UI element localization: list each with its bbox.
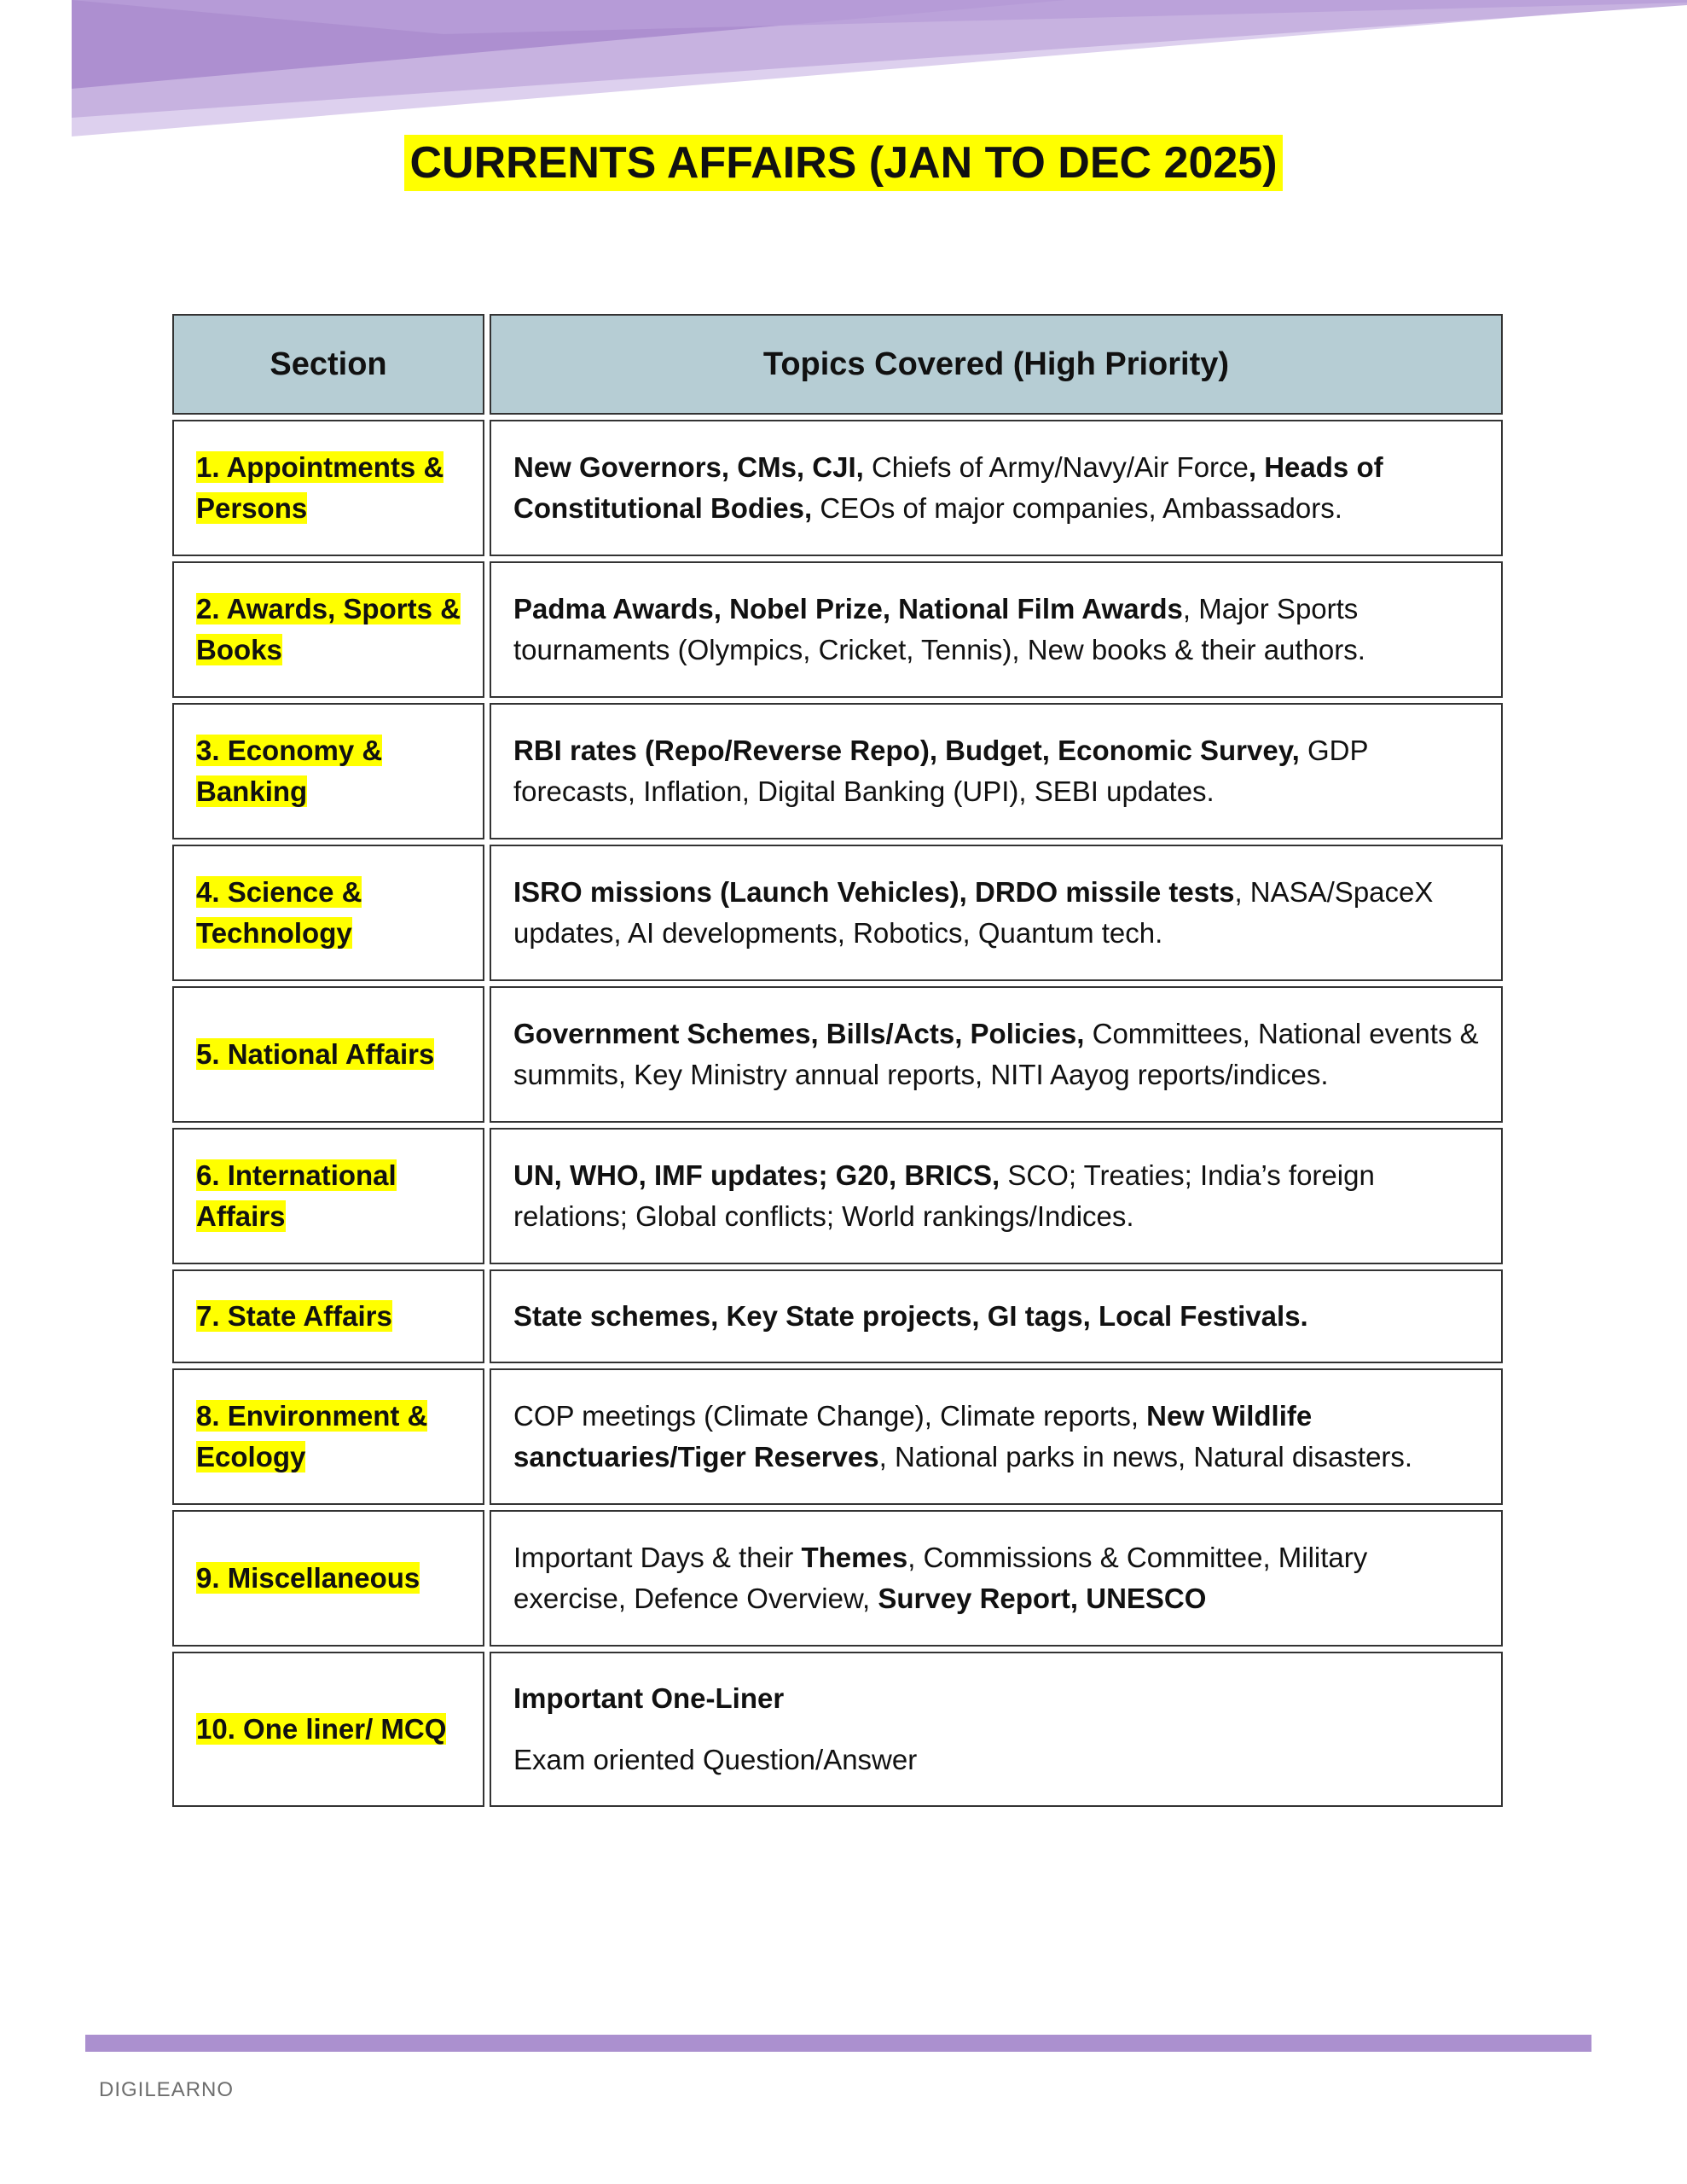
topic-segment: New Wildlife sanctuaries/Tiger Reserves — [513, 1400, 1313, 1472]
topic-segment: , Major Sports tournaments (Olympics, Cricket, Tennis), New books & their authors. — [513, 593, 1365, 665]
title-wrapper — [0, 135, 1687, 191]
topic-segment: ISRO missions (Launch Vehicles), DRDO missile tests — [513, 876, 1235, 908]
topics-cell — [490, 1652, 1503, 1807]
header-banner — [0, 0, 1687, 145]
section-label: 2. Awards, Sports & Books — [196, 593, 461, 665]
topics-cell — [490, 420, 1503, 556]
section-cell — [172, 1652, 484, 1807]
table-header-row — [172, 314, 1503, 415]
section-label: 7. State Affairs — [196, 1300, 392, 1332]
section-cell — [172, 845, 484, 981]
topics-cell — [490, 845, 1503, 981]
table-row — [172, 420, 1503, 556]
topics-cell — [490, 1368, 1503, 1505]
topic-segment: COP meetings (Climate Change), Climate reports, — [513, 1400, 1147, 1432]
topic-segment: New Governors, CMs, CJI, — [513, 451, 864, 483]
topic-segment: Themes — [801, 1542, 908, 1573]
topics-cell — [490, 986, 1503, 1123]
footer-brand: DIGILEARNO — [99, 2078, 235, 2101]
section-label: 6. International Affairs — [196, 1159, 397, 1232]
table-row — [172, 561, 1503, 698]
section-label: 3. Economy & Banking — [196, 735, 383, 807]
section-cell — [172, 1510, 484, 1647]
header-section: Section — [172, 314, 484, 415]
topic-segment: State schemes, Key State projects, GI tags, Local Festivals. — [513, 1300, 1308, 1332]
header-topics: Topics Covered (High Priority) — [490, 314, 1503, 415]
topics-cell — [490, 703, 1503, 839]
section-label: 10. One liner/ MCQ — [196, 1713, 447, 1745]
topic-segment: , Heads of Constitutional Bodies, — [513, 451, 1383, 524]
topic-segment: GDP forecasts, Inflation, Digital Banking (UPI), SEBI updates. — [513, 735, 1368, 807]
topic-line: Important One-Liner — [513, 1682, 785, 1714]
topics-cell — [490, 1510, 1503, 1647]
section-cell — [172, 703, 484, 839]
topic-segment: , Commissions & Committee, Military exercise, Defence Overview, — [513, 1542, 1368, 1614]
topic-segment: Chiefs of Army/Navy/Air Force — [863, 451, 1249, 483]
topic-segment: RBI rates (Repo/Reverse Repo), Budget, Economic Survey, — [513, 735, 1300, 766]
topic-line: Exam oriented Question/Answer — [513, 1744, 918, 1775]
section-cell — [172, 561, 484, 698]
section-label: 1. Appointments & Persons — [196, 451, 444, 524]
section-label: 9. Miscellaneous — [196, 1562, 420, 1594]
topic-segment: UN, WHO, IMF updates; G20, BRICS, — [513, 1159, 1000, 1191]
topic-segment: CEOs of major companies, Ambassadors. — [812, 492, 1342, 524]
topic-segment: , NASA/SpaceX updates, AI developments, Robotics, Quantum tech. — [513, 876, 1434, 949]
section-label: 4. Science & Technology — [196, 876, 362, 949]
topic-segment: Important Days & their — [513, 1542, 802, 1573]
table-row — [172, 1269, 1503, 1363]
topic-segment: Government Schemes, Bills/Acts, Policies, — [513, 1018, 1085, 1049]
section-cell — [172, 1128, 484, 1264]
section-cell — [172, 1269, 484, 1363]
topics-cell — [490, 561, 1503, 698]
topic-segment: , National parks in news, Natural disasters. — [878, 1441, 1413, 1472]
topics-table — [167, 309, 1508, 1812]
table-row — [172, 845, 1503, 981]
section-cell — [172, 1368, 484, 1505]
topic-segment: SCO; Treaties; India’s foreign relations; Global conflicts; World rankings/Indices. — [513, 1159, 1375, 1232]
topics-cell — [490, 1269, 1503, 1363]
table-row — [172, 986, 1503, 1123]
topic-segment: Padma Awards, Nobel Prize, National Film Awards — [513, 593, 1183, 624]
table-row — [172, 1652, 1503, 1807]
footer-bar — [85, 2035, 1591, 2052]
section-label: 8. Environment & Ecology — [196, 1400, 428, 1472]
table-row — [172, 1510, 1503, 1647]
table-row — [172, 703, 1503, 839]
table-row — [172, 1368, 1503, 1505]
topic-segment: Committees, National events & summits, Key Ministry annual reports, NITI Aayog reports/indices. — [513, 1018, 1479, 1090]
section-label: 5. National Affairs — [196, 1038, 435, 1070]
section-cell — [172, 420, 484, 556]
page-title: CURRENTS AFFAIRS (JAN TO DEC 2025) — [404, 135, 1282, 191]
table-row — [172, 1128, 1503, 1264]
topics-cell — [490, 1128, 1503, 1264]
section-cell — [172, 986, 484, 1123]
topic-segment: Survey Report, UNESCO — [878, 1583, 1207, 1614]
